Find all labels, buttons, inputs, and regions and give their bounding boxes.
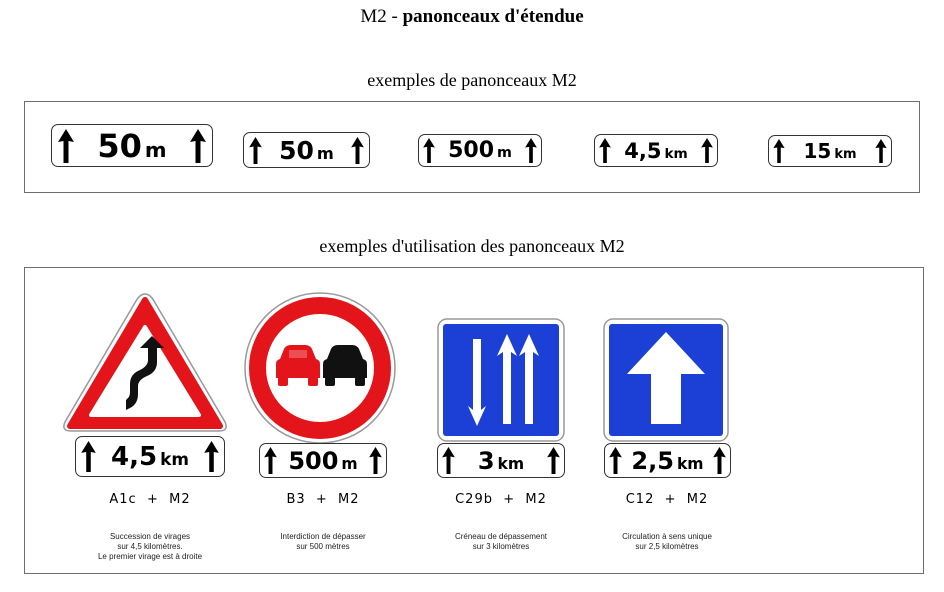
up-arrow-icon (190, 129, 206, 163)
example-plate-3: 500 m (418, 134, 542, 167)
page-title: M2 - panonceaux d'étendue (360, 6, 584, 27)
up-arrow-icon (249, 137, 262, 164)
usage-plate-b3: 500 m (259, 443, 387, 478)
no-overtaking-sign (243, 291, 397, 445)
combo-label-c12: C12 + M2 (625, 492, 709, 507)
up-arrow-icon (369, 447, 382, 474)
double-bend-warning-sign (60, 290, 230, 436)
example-plate-5: 15 km (768, 135, 892, 167)
example-plate-2: 50 m (243, 132, 370, 168)
up-arrow-icon (423, 138, 435, 163)
up-arrow-icon (58, 129, 74, 163)
up-arrow-icon (875, 139, 887, 163)
up-arrow-icon (547, 447, 560, 474)
combo-label-b3: B3 + M2 (286, 492, 360, 507)
combo-label-a1c: A1c + M2 (109, 492, 191, 507)
usage-plate-c12: 2,5 km (604, 443, 731, 478)
overtaking-lane-sign (437, 318, 565, 442)
examples-heading: exemples de panonceaux M2 (367, 70, 577, 90)
title-code: M2 (360, 6, 387, 27)
up-arrow-icon (701, 138, 713, 163)
one-way-sign (603, 318, 729, 442)
description-c12: Circulation à sens unique sur 2,5 kilomètres (622, 532, 712, 551)
up-arrow-icon (351, 137, 364, 164)
up-arrow-icon (599, 138, 611, 163)
up-arrow-icon (81, 441, 96, 472)
up-arrow-icon (609, 447, 622, 474)
usage-plate-c29b: 3 km (437, 443, 565, 478)
usage-plate-a1c: 4,5 km (75, 436, 225, 477)
up-arrow-icon (713, 447, 726, 474)
description-c29b: Créneau de dépassement sur 3 kilomètres (454, 532, 548, 551)
title-text: panonceaux d'étendue (402, 6, 584, 27)
example-plate-4: 4,5 km (594, 134, 718, 167)
combo-label-c29b: C29b + M2 (455, 492, 547, 507)
description-b3: Interdiction de dépasser sur 500 mètres (280, 532, 366, 551)
up-arrow-icon (204, 441, 219, 472)
description-a1c: Succession de virages sur 4,5 kilomètres. Le premier virage est à droite (97, 532, 203, 561)
up-arrow-icon (264, 447, 277, 474)
example-plate-1: 50 m (51, 124, 213, 167)
up-arrow-icon (442, 447, 455, 474)
up-arrow-icon (525, 138, 537, 163)
usage-heading: exemples d'utilisation des panonceaux M2 (319, 236, 625, 256)
up-arrow-icon (773, 139, 785, 163)
